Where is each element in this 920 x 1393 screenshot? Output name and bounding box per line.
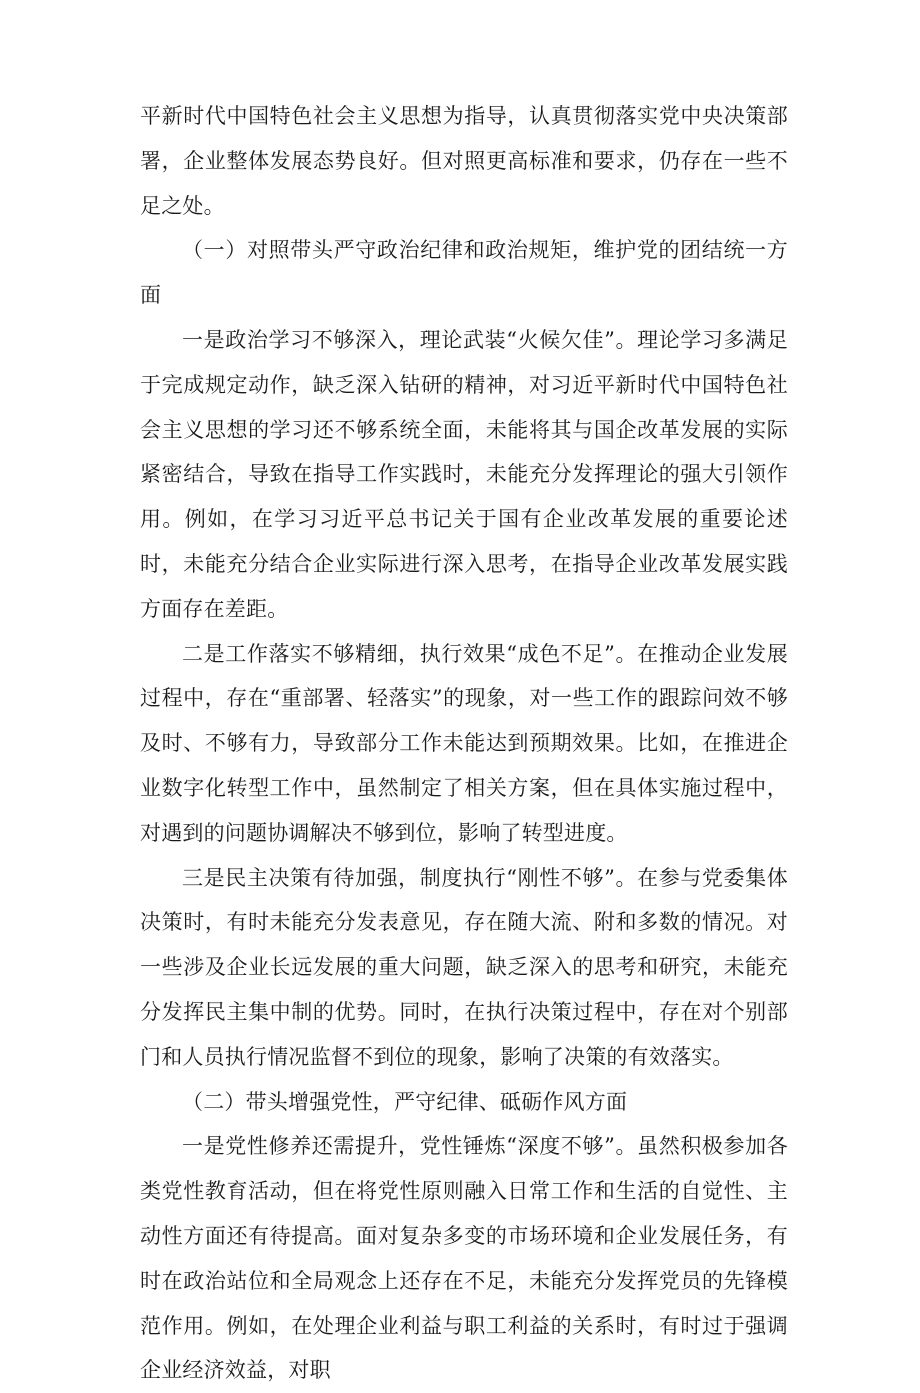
section-heading-2: （二）带头增强党性，严守纪律、砥砺作风方面 <box>182 1089 628 1114</box>
section-heading-1: （一）对照带头严守政治纪律和政治规矩，维护党的团结统一方面 <box>140 238 788 308</box>
paragraph-work-implementation: 二是工作落实不够精细，执行效果“成色不足”。在推动企业发展过程中，存在“重部署、轻落实”的现象，对一些工作的跟踪问效不够及时、不够有力，导致部分工作未能达到预期效果。比如，在推进企业数字化转型工作中，虽然制定了相关方案，但在具体实施过程中，对遇到的问题协调解决不够到位，影响了转型进度。 <box>140 641 788 845</box>
document-body <box>140 94 788 1393</box>
paragraph-continuation: 平新时代中国特色社会主义思想为指导，认真贯彻落实党中央决策部署，企业整体发展态势良好。但对照更高标准和要求，仍存在一些不足之处。 <box>140 104 788 218</box>
paragraph-political-study: 一是政治学习不够深入，理论武装“火候欠佳”。理论学习多满足于完成规定动作，缺乏深入钻研的精神，对习近平新时代中国特色社会主义思想的学习还不够系统全面，未能将其与国企改革发展的实际紧密结合，导致在指导工作实践时，未能充分发挥理论的强大引领作用。例如，在学习习近平总书记关于国有企业改革发展的重要论述时，未能充分结合企业实际进行深入思考，在指导企业改革发展实践方面存在差距。 <box>140 327 788 621</box>
paragraph-democratic-decision: 三是民主决策有待加强，制度执行“刚性不够”。在参与党委集体决策时，有时未能充分发表意见，存在随大流、附和多数的情况。对一些涉及企业长远发展的重大问题，缺乏深入的思考和研究，未能充分发挥民主集中制的优势。同时，在执行决策过程中，存在对个别部门和人员执行情况监督不到位的现象，影响了决策的有效落实。 <box>140 865 788 1069</box>
paragraph-party-spirit: 一是党性修养还需提升，党性锤炼“深度不够”。虽然积极参加各类党性教育活动，但在将党性原则融入日常工作和生活的自觉性、主动性方面还有待提高。面对复杂多变的市场环境和企业发展任务，有时在政治站位和全局观念上还存在不足，未能充分发挥党员的先锋模范作用。例如，在处理企业利益与职工利益的关系时，有时过于强调企业经济效益，对职 <box>140 1134 788 1383</box>
